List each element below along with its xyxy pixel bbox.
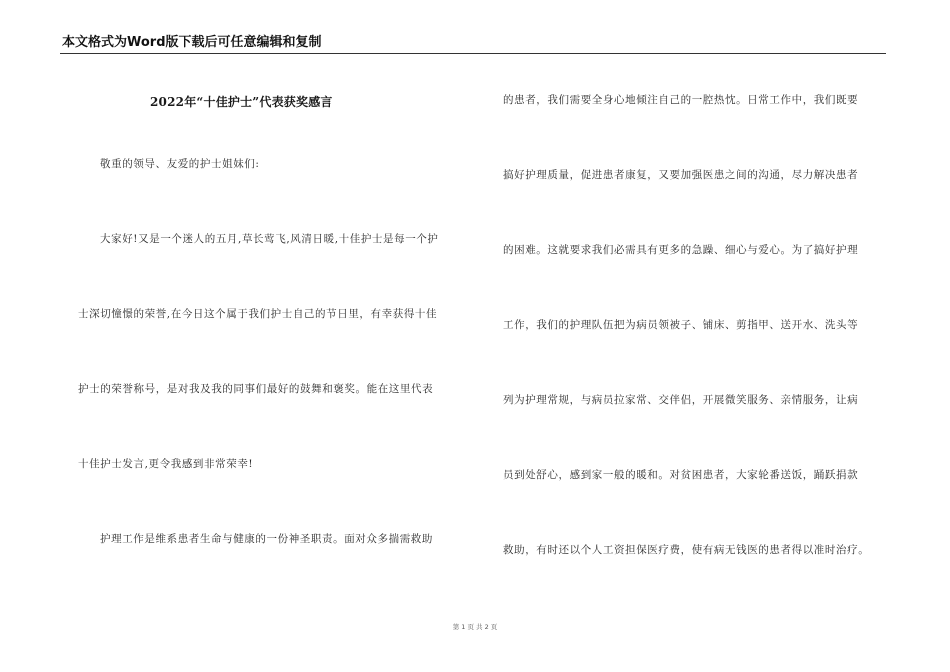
page-number: 第 1 页 共 2 页 [452,623,498,631]
document-header [62,34,886,52]
header-divider [60,53,886,54]
paragraph-line: 的困难。这就要求我们必需具有更多的急躁、细心与爱心。为了搞好护理 [503,244,859,256]
paragraph-line: 护士的荣誉称号，是对我及我的同事们最好的鼓舞和褒奖。能在这里代表 [78,383,434,395]
paragraph-line: 士深切憧憬的荣誉,在今日这个属于我们护士自己的节日里，有幸获得十佳 [78,308,438,320]
paragraph-line: 的患者，我们需要全身心地倾注自己的一腔热忱。日常工作中，我们既要 [503,94,859,106]
paragraph-line: 列为护理常规，与病员拉家常、交伴侣，开展微笑服务、亲情服务，让病 [503,394,859,406]
paragraph-line: 工作，我们的护理队伍把为病员领被子、铺床、剪指甲、送开水、洗头等 [503,319,859,331]
paragraph-line: 十佳护士发言,更令我感到非常荣幸! [78,458,254,470]
paragraph-line: 敬重的领导、友爱的护士姐妹们: [100,158,260,170]
paragraph-line: 大家好!又是一个迷人的五月,草长莺飞,风清日暖,十佳护士是每一个护 [100,233,439,245]
paragraph-line: 护理工作是维系患者生命与健康的一份神圣职责。面对众多揣需救助 [100,533,433,545]
paragraph-line: 员到处舒心，感到家一般的暖和。对贫困患者，大家轮番送饭，踊跃捐款 [503,469,859,481]
document-title: 2022年“十佳护士”代表获奖感言 [150,95,333,109]
paragraph-line: 救助，有时还以个人工资担保医疗费，使有病无钱医的患者得以准时治疗。 [503,544,870,556]
header-notice: 本文格式为Word版下载后可任意编辑和复制 [62,35,322,50]
paragraph-line: 搞好护理质量，促进患者康复，又要加强医患之间的沟通，尽力解决患者 [503,169,859,181]
